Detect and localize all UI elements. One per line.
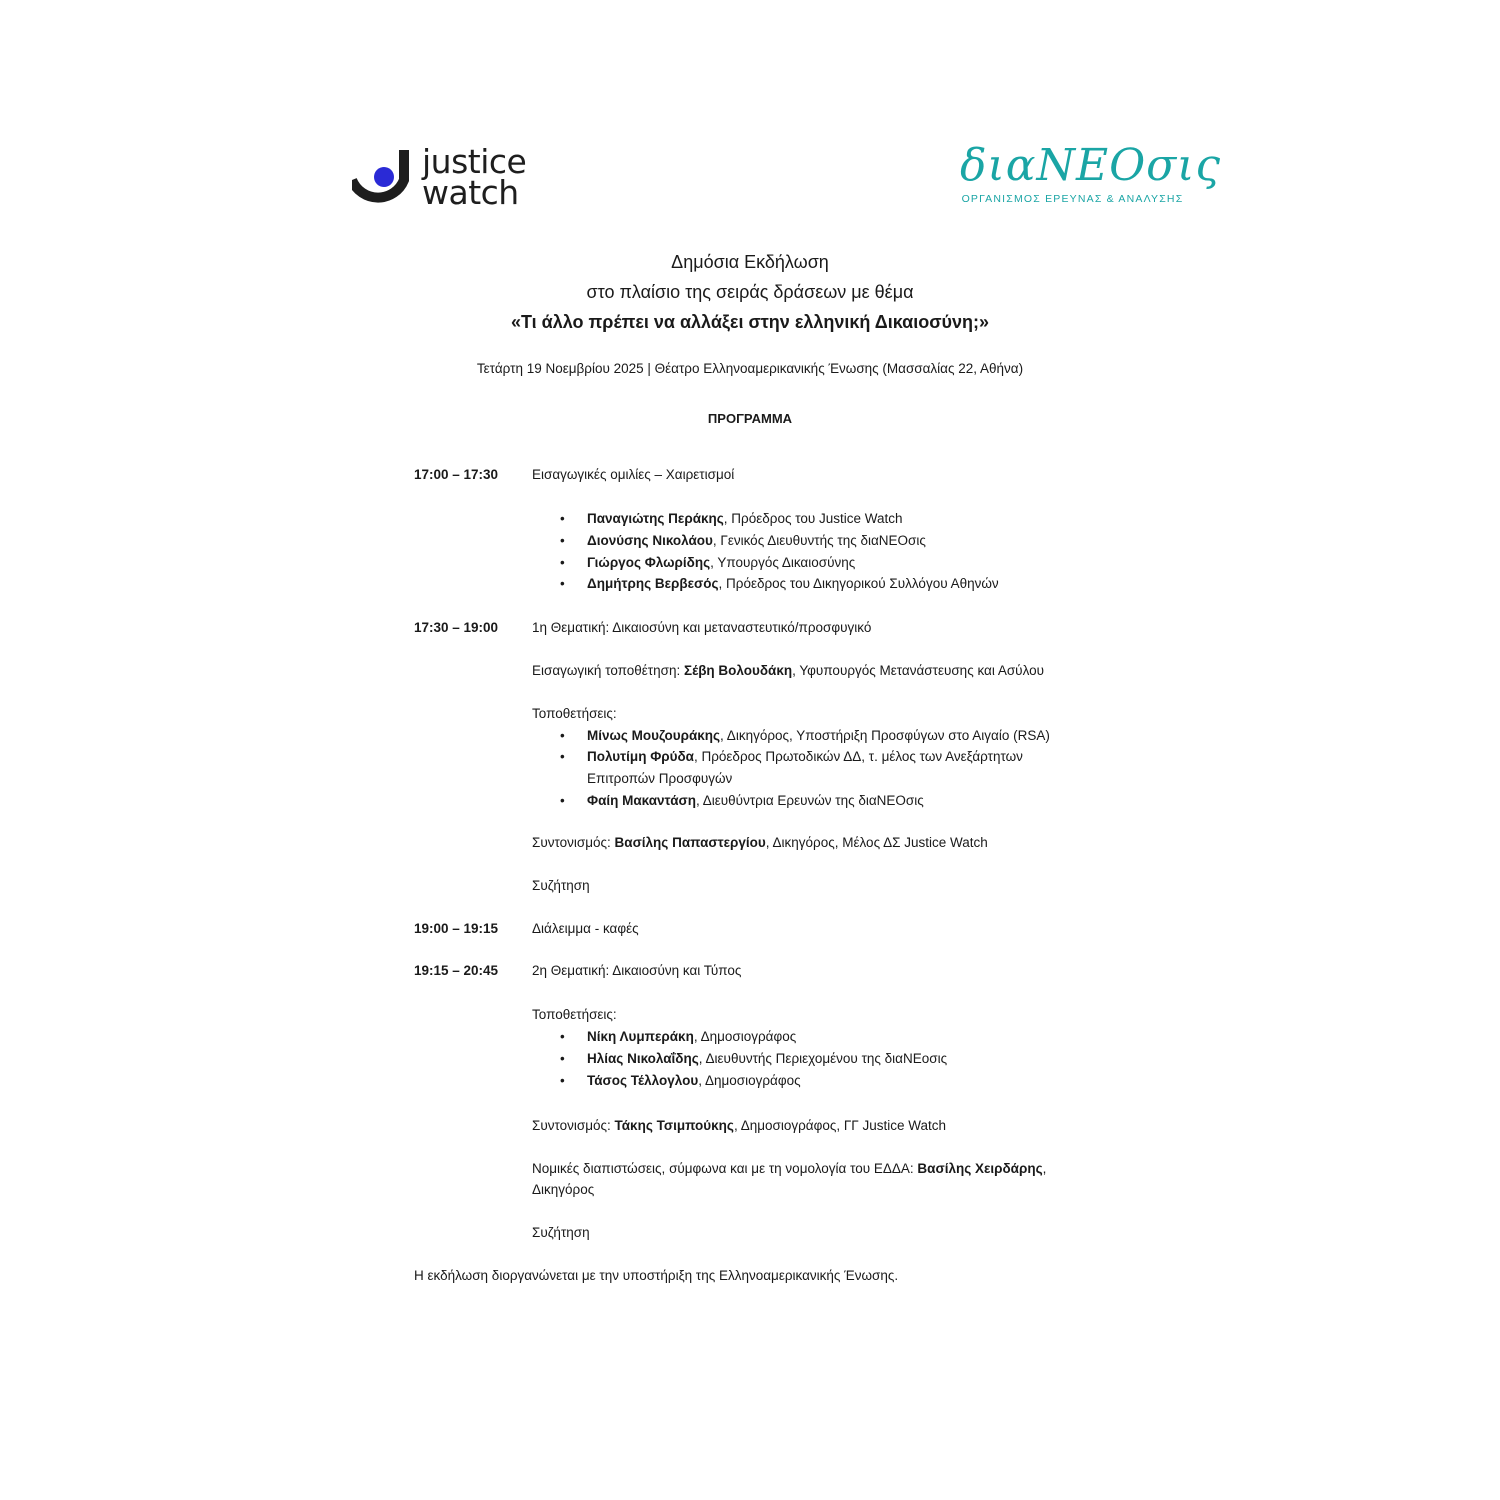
speaker-item [587, 1048, 1067, 1070]
speaker-name: Διονύσης Νικολάου [587, 533, 713, 548]
speaker-name: Φαίη Μακαντάση [587, 793, 696, 808]
speaker-item [587, 1070, 1067, 1092]
legal-role: Δικηγόρος [532, 1182, 595, 1197]
speaker-item [587, 790, 1067, 812]
justice-watch-logo-line1: justice [422, 142, 527, 181]
legal-findings [532, 1158, 1072, 1179]
event-type: Δημόσια Εκδήλωση [671, 252, 829, 272]
justice-watch-mark-icon [352, 146, 418, 212]
bullet: • [560, 1073, 565, 1088]
moderation-role: , Δικηγόρος, Μέλος ΔΣ Justice Watch [765, 835, 988, 850]
session-4-title: 2η Θεματική: Δικαιοσύνη και Τύπος [532, 963, 742, 978]
speaker-item [587, 573, 1067, 595]
intro-name: Σέβη Βολουδάκη [684, 663, 793, 678]
speaker-role: , Γενικός Διευθυντής της διαΝΕΟσις [712, 533, 926, 548]
footer-note: Η εκδήλωση διοργανώνεται με την υποστήριξη της Ελληνοαμερικανικής Ένωσης. [414, 1268, 899, 1283]
positions-label: Τοποθετήσεις: [532, 706, 617, 721]
speaker-role: , Πρόεδρος του Justice Watch [723, 511, 903, 526]
session-1-time: 17:00 – 17:30 [414, 467, 499, 482]
bullet: • [560, 511, 565, 526]
justice-watch-logo [352, 142, 552, 212]
moderation-label: Συντονισμός: [532, 1118, 615, 1133]
speaker-name: Νίκη Λυμπεράκη [587, 1029, 694, 1044]
session-3-title: Διάλειμμα - καφές [532, 921, 639, 936]
dianeosis-logo-word: διαΝΕΟσις [960, 140, 1222, 191]
speaker-role: , Δημοσιογράφος [698, 1073, 801, 1088]
legal-name: Βασίλης Χειρδάρης [917, 1161, 1043, 1176]
speaker-item [587, 530, 1067, 552]
speaker-item [587, 1026, 1067, 1048]
dianeosis-logo-subtitle: ΟΡΓΑΝΙΣΜΟΣ ΕΡΕΥΝΑΣ & ΑΝΑΛΥΣΗΣ [961, 193, 1184, 205]
intro-statement [532, 660, 1072, 681]
moderation-role: , Δημοσιογράφος, ΓΓ Justice Watch [733, 1118, 947, 1133]
bullet: • [560, 749, 565, 764]
event-date-venue: Τετάρτη 19 Νοεμβρίου 2025 | Θέατρο Ελληνοαμερικανικής Ένωσης (Μασσαλίας 22, Αθήνα) [476, 361, 1024, 376]
speaker-item [587, 552, 1067, 574]
moderation-name: Τάκης Τσιμπούκης [614, 1118, 734, 1133]
discussion: Συζήτηση [532, 878, 590, 893]
speaker-item [587, 746, 1067, 768]
speaker-name: Τάσος Τέλλογλου [587, 1073, 699, 1088]
moderation-label: Συντονισμός: [532, 835, 615, 850]
moderation-name: Βασίλης Παπαστεργίου [614, 835, 766, 850]
session-2-time: 17:30 – 19:00 [414, 620, 499, 635]
speaker-item [587, 508, 1067, 530]
bullet: • [560, 576, 565, 591]
speaker-role: , Πρόεδρος Πρωτοδικών ΔΔ, τ. μέλος των Ανεξάρτητων [693, 749, 1023, 764]
speaker-role: , Δημοσιογράφος [693, 1029, 797, 1044]
session-2-title: 1η Θεματική: Δικαιοσύνη και μεταναστευτικό/προσφυγικό [532, 620, 872, 635]
bullet: • [560, 533, 565, 548]
discussion: Συζήτηση [532, 1225, 590, 1240]
positions-label: Τοποθετήσεις: [532, 1007, 617, 1022]
moderation [532, 832, 1072, 853]
speaker-name: Παναγιώτης Περάκης [587, 511, 724, 526]
speaker-name: Γιώργος Φλωρίδης [587, 555, 711, 570]
speaker-name: Μίνως Μουζουράκης [587, 728, 721, 743]
bullet: • [560, 1029, 565, 1044]
event-theme: «Τι άλλο πρέπει να αλλάξει στην ελληνική Δικαιοσύνη;» [510, 312, 989, 332]
session-3-time: 19:00 – 19:15 [414, 921, 499, 936]
bullet: • [560, 728, 565, 743]
speaker-role: , Υπουργός Δικαιοσύνης [710, 555, 856, 570]
event-series: στο πλαίσιο της σειράς δράσεων με θέμα [586, 282, 914, 302]
speaker-role: , Διευθυντής Περιεχομένου της διαΝΕοσις [698, 1051, 948, 1066]
intro-label: Εισαγωγική τοποθέτηση: [532, 663, 684, 678]
bullet: • [560, 555, 565, 570]
program-heading: ΠΡΟΓΡΑΜΜΑ [707, 411, 793, 426]
session-4-time: 19:15 – 20:45 [414, 963, 499, 978]
legal-label: Νομικές διαπιστώσεις, σύμφωνα και με τη νομολογία του ΕΔΔΑ: [532, 1161, 918, 1176]
session-1-title: Εισαγωγικές ομιλίες – Χαιρετισμοί [532, 467, 735, 482]
dianeosis-logo [960, 140, 1222, 215]
speaker-item [587, 725, 1067, 747]
speaker-role: , Πρόεδρος του Δικηγορικού Συλλόγου Αθηνών [718, 576, 999, 591]
speaker-name: Δημήτρης Βερβεσός [587, 576, 719, 591]
speaker-name: Πολυτίμη Φρύδα [587, 749, 694, 764]
justice-watch-logo-line2: watch [422, 173, 519, 212]
speaker-role: , Διευθύντρια Ερευνών της διαΝΕΟσις [696, 793, 924, 808]
speaker-role: , Δικηγόρος, Υποστήριξη Προσφύγων στο Αιγαίο (RSA) [720, 728, 1050, 743]
bullet: • [560, 1051, 565, 1066]
bullet: • [560, 793, 565, 808]
moderation [532, 1115, 1072, 1136]
intro-role: , Υφυπουργός Μετανάστευσης και Ασύλου [792, 663, 1044, 678]
speaker-role-continued: Επιτροπών Προσφυγών [587, 771, 733, 786]
legal-comma: , [1042, 1161, 1047, 1176]
speaker-name: Ηλίας Νικολαΐδης [587, 1051, 699, 1066]
